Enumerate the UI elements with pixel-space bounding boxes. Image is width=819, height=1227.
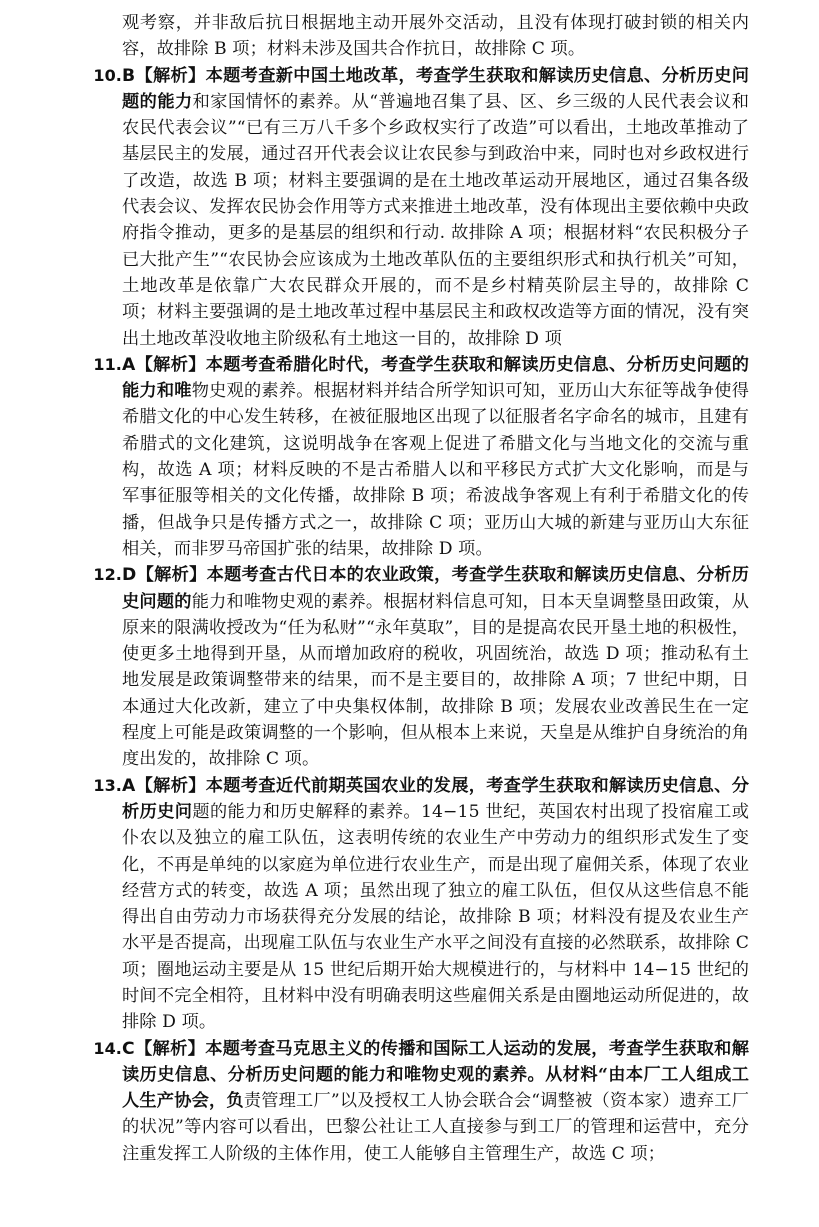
analysis-tag: 【解析】 xyxy=(135,65,206,86)
analysis-bold-text: 本题考查马克思主义的传播和国际工人运动的发展，考查学生获取和解读历史信息、分析历史问题的能力和唯物史观的素养。从材料“由本厂工人组成工人生产协会，负 xyxy=(122,1038,749,1112)
continuation-paragraph xyxy=(72,10,749,63)
answer-item-14 xyxy=(93,1036,750,1167)
continuation-text: 观考察，并非敌后抗日根据地主动开展外交活动，且没有体现打破封锁的相关内容，故排除 B 项；材料未涉及国共合作抗日，故排除 C 项。 xyxy=(122,13,749,60)
analysis-text: 物史观的素养。根据材料并结合所学知识可知，亚历山大东征等战争使得希腊文化的中心发生转移，在被征服地区出现了以征服者名字命名的城市，且建有希腊式的文化建筑，这说明战争在客观上促进了希腊文化与当地文化的交流与重构，故选 A 项；材料反映的不是古希腊人以和平移民方式扩大文化影响，而是与军事征服等相关的文化传播，故排除 B 项；希波战争客观上有利于希腊文化的传播，但战争只是传播方式之一，故排除 C 项；亚历山大城的新建与亚历山大东征相关，而非罗马帝国扩张的结果，故排除 D 项。 xyxy=(122,381,750,559)
item-number: 12. xyxy=(93,565,122,585)
answer-item-10 xyxy=(93,63,749,352)
answer-letter: D xyxy=(122,565,137,586)
analysis-bold-text: 本题考查近代前期英国农业的发展，考查学生获取和解读历史信息、分析历史问 xyxy=(122,775,749,822)
item-number: 14. xyxy=(93,1038,122,1058)
analysis-tag: 【解析】 xyxy=(134,1038,206,1059)
analysis-tag: 【解析】 xyxy=(135,354,206,375)
analysis-text: 能力和唯物史观的素养。根据材料信息可知，日本天皇调整垦田政策，从原来的限满收授改为“任为私财”“永年莫取”，目的是提高农民开垦土地的积极性，使更多土地得到开垦，从而增加政府的税收，巩固统治，故选 D 项；推动私有土地发展是政策调整带来的结果，而不是主要目的，故排除 A 项；7 世纪中期，日本通过大化改新，建立了中央集权体制，故排除 B 项；发展农业改善民生在一定程度上可能是政策调整的一个影响，但从根本上来说，天皇是从维护自身统治的角度出发的，故排除 C 项。 xyxy=(122,591,750,770)
analysis-bold-text: 本题考查新中国土地改革，考查学生获取和解读历史信息、分析历史问题的能力 xyxy=(122,65,749,112)
analysis-text: 和家国情怀的素养。从“普遍地召集了县、区、乡三级的人民代表会议和农民代表会议”“已有三万八千多个乡政权实行了改造”可以看出，土地改革推动了基层民主的发展，通过召开代表会议让农民参与到政治中来，同时也对乡政权进行了改造，故选 B 项；材料主要强调的是在土地改革运动开展地区，通过召集各级代表会议、发挥农民协会作用等方式来推进土地改革，没有体现出主要依赖中央政府指令推动，更多的是基层的组织和行动. 故排除 A 项；根据材料“农民积极分子已大批产生”“农民协会应该成为土地改革队伍的主要组织形式和执行机关”可知，土地改革是依靠广大农民群众开展的，而不是乡村精英阶层主导的，故排除 C 项；材料主要强调的是土地改革过程中基层民主和政权改造等方面的情况，没有突出土地改革没收地主阶级私有土地这一目的，故排除 D 项 xyxy=(122,91,749,349)
answer-letter: C xyxy=(122,1038,135,1059)
analysis-text: 责管理工厂”以及授权工人协会联合会“调整被（资本家）遗弃工厂的状况”等内容可以看出，巴黎公社让工人直接参与到工厂的管理和运营中，充分注重发挥工人阶级的主体作用，使工人能够自主管理生产，故选 C 项； xyxy=(122,1091,750,1164)
analysis-text: 题的能力和历史解释的素养。14−15 世纪，英国农村出现了投宿雇工或仆农以及独立的雇工队伍，这表明传统的农业生产中劳动力的组织形式发生了变化，不再是单纯的以家庭为单位进行农业生产，而是出现了雇佣关系，体现了农业经营方式的转变，故选 A 项；虽然出现了独立的雇工队伍，但仅从这些信息不能得出自由劳动力市场获得充分发展的结论，故排除 B 项；材料没有提及农业生产水平是否提高，出现雇工队伍与农业生产水平之间没有直接的必然联系，故排除 C 项；圈地运动主要是从 15 世纪后期开始大规模进行的，与材料中 14−15 世纪的时间不完全相符，且材料中没有明确表明这些雇佣关系是由圈地运动所促进的，故排除 D 项。 xyxy=(122,801,749,1033)
item-number: 13. xyxy=(93,775,122,795)
answer-item-12 xyxy=(93,562,750,772)
answer-item-11 xyxy=(93,352,750,562)
item-number: 11. xyxy=(93,354,122,374)
answer-letter: A xyxy=(122,354,136,375)
analysis-tag: 【解析】 xyxy=(136,565,207,586)
analysis-bold-text: 本题考查希腊化时代，考查学生获取和解读历史信息、分析历史问题的能力和唯 xyxy=(122,354,749,402)
analysis-tag: 【解析】 xyxy=(135,775,206,796)
answer-letter: A xyxy=(122,775,136,796)
answer-item-13 xyxy=(93,773,749,1036)
analysis-bold-text: 本题考查古代日本的农业政策，考查学生获取和解读历史信息、分析历史问题的 xyxy=(122,565,749,612)
answer-letter: B xyxy=(122,65,136,86)
item-number: 10. xyxy=(93,65,122,85)
